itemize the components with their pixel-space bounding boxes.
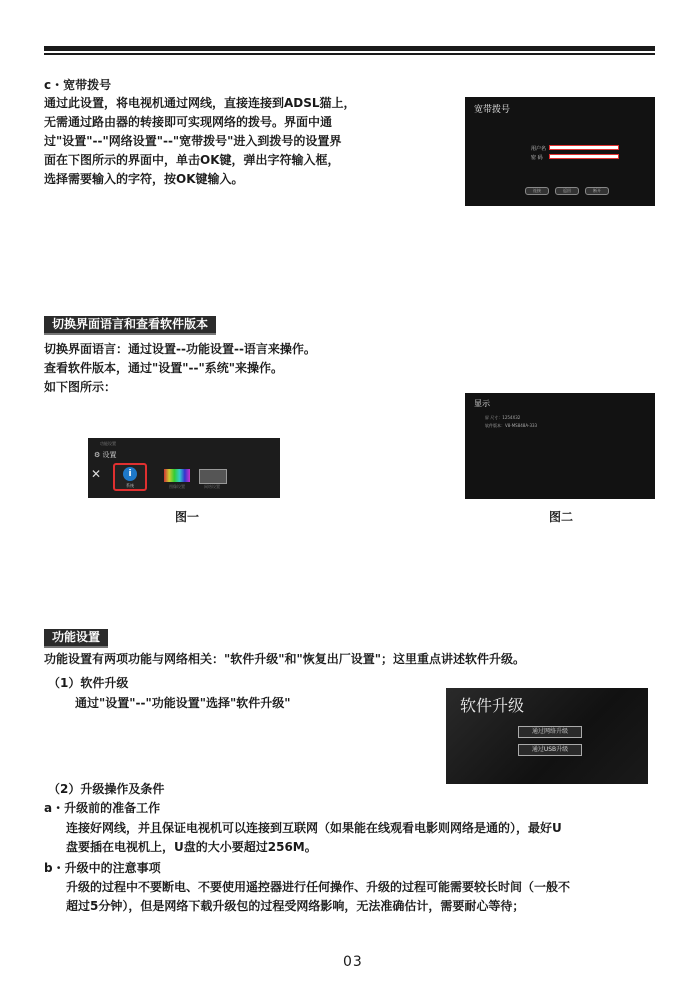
item2-title: （2）升级操作及条件 — [48, 782, 165, 796]
section-lang-line: 切换界面语言：通过设置--功能设置--语言来操作。 — [44, 342, 316, 356]
b-line: 超过5分钟），但是网络下载升级包的过程受网络影响，无法准确估计，需要耐心等待； — [66, 899, 525, 913]
section-c-line: 无需通过路由器的转接即可实现网络的拨号。界面中通 — [44, 115, 333, 129]
a-line: 连接好网线，并且保证电视机可以连接到互联网（如果能在线观看电影则网络是通的），最好U — [66, 821, 562, 835]
section-func-intro: 功能设置有两项功能与网络相关："软件升级"和"恢复出厂设置"；这里重点讲述软件升级。 — [44, 652, 526, 666]
back-button: 返回 — [555, 187, 579, 195]
password-field — [549, 154, 619, 159]
disconnect-button: 断开 — [585, 187, 609, 195]
section-c-body — [44, 94, 356, 189]
username-field — [549, 145, 619, 150]
system-tile-label: 系统 — [126, 483, 134, 488]
fig2-info-line: 屏 尺寸：1254X32 — [485, 415, 521, 420]
b-body — [66, 878, 570, 916]
fig1-title — [94, 450, 117, 460]
network-upgrade-option: 通过网络升级 — [518, 726, 582, 738]
upgrade-screen-title: 软件升级 — [460, 696, 525, 715]
fig1-title-text: 设置 — [102, 451, 117, 459]
picture-settings-label: 图像设置 — [169, 484, 185, 489]
fig1-top-label: 功能设置 — [100, 441, 116, 446]
system-tile — [113, 463, 147, 491]
page-number: 03 — [343, 954, 363, 970]
username-label: 用户名 — [531, 146, 547, 152]
a-title: a・升级前的准备工作 — [44, 801, 161, 815]
usb-upgrade-option: 通过USB升级 — [518, 744, 582, 756]
dialup-screenshot — [465, 97, 655, 206]
figure-2-caption: 图二 — [549, 510, 574, 524]
item1-title: （1）软件升级 — [48, 676, 129, 690]
gear-icon: ⚙ — [94, 451, 101, 459]
info-icon: i — [123, 467, 137, 481]
section-lang-line: 如下图所示： — [44, 380, 117, 394]
header-rule-thin — [44, 53, 655, 55]
network-settings-label: 网络设置 — [204, 484, 220, 489]
fig2-info-line: 软件版本：V8-MS848A-333 — [485, 423, 538, 428]
network-settings-icon — [199, 469, 227, 484]
dialup-screen-title: 宽带拨号 — [474, 105, 511, 115]
b-title: b・升级中的注意事项 — [44, 861, 161, 875]
header-rule-thick — [44, 46, 655, 51]
a-body — [66, 819, 562, 857]
figure-1-caption: 图一 — [175, 510, 200, 524]
tools-icon: ✕ — [91, 467, 102, 481]
section-lang-line: 查看软件版本，通过"设置"--"系统"来操作。 — [44, 361, 283, 375]
password-label: 密 码 — [531, 155, 543, 161]
figure-1-screenshot — [88, 438, 280, 498]
section-c-line: 面在下图所示的界面中，单击OK键，弹出字符输入框， — [44, 153, 340, 167]
figure-2-screenshot — [465, 393, 655, 499]
item1-text: 通过"设置"--"功能设置"选择"软件升级" — [75, 696, 291, 710]
section-c-line: 选择需要输入的字符，按OK键输入。 — [44, 172, 244, 186]
section-func-heading: 功能设置 — [44, 629, 108, 648]
picture-settings-icon — [164, 469, 190, 482]
section-c-title: c・宽带拨号 — [44, 78, 112, 92]
a-line: 盘要插在电视机上，U盘的大小要超过256M。 — [66, 840, 317, 854]
connect-button: 连接 — [525, 187, 549, 195]
section-lang-heading: 切换界面语言和查看软件版本 — [44, 316, 216, 335]
fig2-title: 显示 — [474, 399, 490, 408]
section-c-line: 通过此设置，将电视机通过网线，直接连接到ADSL猫上， — [44, 96, 356, 110]
section-lang-body — [44, 340, 316, 397]
section-c-line: 过"设置"--"网络设置"--"宽带拨号"进入到拨号的设置界 — [44, 134, 342, 148]
b-line: 升级的过程中不要断电、不要使用遥控器进行任何操作、升级的过程可能需要较长时间（一般不 — [66, 880, 571, 894]
upgrade-screenshot — [446, 688, 648, 784]
